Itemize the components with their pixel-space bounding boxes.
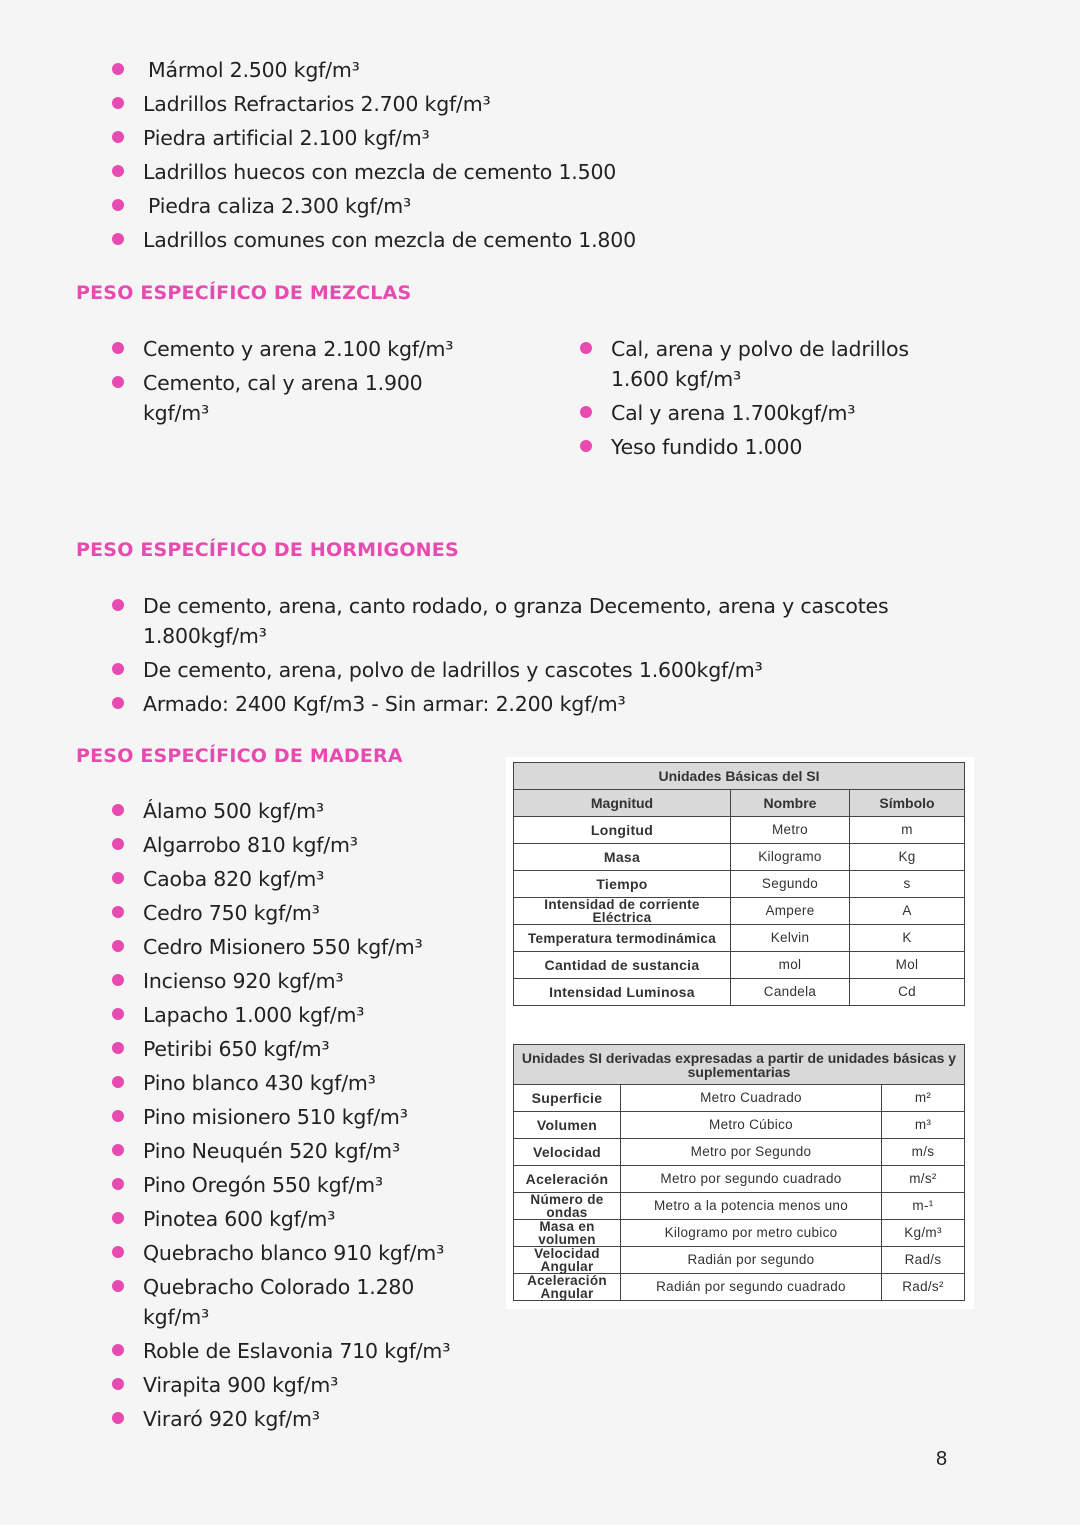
table-row [514, 1085, 965, 1112]
table-cell: Intensidad de corriente Eléctrica [514, 898, 731, 925]
table-cell: Rad/s [882, 1247, 965, 1274]
list-item: Incienso 920 kgf/m³ [112, 966, 472, 996]
list-item: De cemento, arena, canto rodado, o granza Decemento, arena y cascotes 1.800kgf/m³ [112, 591, 932, 651]
list-item: Pino misionero 510 kgf/m³ [112, 1102, 472, 1132]
list-item: Ladrillos huecos con mezcla de cemento 1.500 [112, 157, 752, 187]
table-title: Unidades SI derivadas expresadas a partir de unidades básicas y suplementarias [514, 1045, 965, 1085]
list-item: Piedra artificial 2.100 kgf/m³ [112, 123, 752, 153]
table-cell: Velocidad Angular [514, 1247, 621, 1274]
table-cell: Superficie [514, 1085, 621, 1112]
list-item: Yeso fundido 1.000 [580, 432, 940, 462]
table-cell: Masa en volumen [514, 1220, 621, 1247]
table-cell: Número de ondas [514, 1193, 621, 1220]
list-item: Mármol 2.500 kgf/m³ [112, 55, 752, 85]
table-cell: Kilogramo [731, 844, 850, 871]
table-cell: Volumen [514, 1112, 621, 1139]
table-row [514, 1247, 965, 1274]
section-heading-hormigones: PESO ESPECÍFICO DE HORMIGONES [76, 539, 459, 561]
table-row [514, 1139, 965, 1166]
list-item: De cemento, arena, polvo de ladrillos y cascotes 1.600kgf/m³ [112, 655, 932, 685]
mezclas-right-list [580, 334, 940, 466]
table-row [514, 979, 965, 1006]
table-cell: Velocidad [514, 1139, 621, 1166]
table-cell: Segundo [731, 871, 850, 898]
table-cell: m [850, 817, 965, 844]
table-cell: Rad/s² [882, 1274, 965, 1301]
table-cell: Metro [731, 817, 850, 844]
table-cell: Masa [514, 844, 731, 871]
list-item: Quebracho Colorado 1.280 kgf/m³ [112, 1272, 443, 1332]
table-cell: A [850, 898, 965, 925]
column-header: Símbolo [850, 790, 965, 817]
table-cell: s [850, 871, 965, 898]
list-item: Piedra caliza 2.300 kgf/m³ [112, 191, 752, 221]
table-cell: Mol [850, 952, 965, 979]
column-header: Nombre [731, 790, 850, 817]
table-row [514, 925, 965, 952]
list-item: Caoba 820 kgf/m³ [112, 864, 472, 894]
list-item: Pinotea 600 kgf/m³ [112, 1204, 472, 1234]
table-cell: Kg/m³ [882, 1220, 965, 1247]
list-item: Álamo 500 kgf/m³ [112, 796, 472, 826]
list-item: Algarrobo 810 kgf/m³ [112, 830, 472, 860]
table-title: Unidades Básicas del SI [514, 763, 965, 790]
list-item: Armado: 2400 Kgf/m3 - Sin armar: 2.200 kgf/m³ [112, 689, 932, 719]
list-item: Viraró 920 kgf/m³ [112, 1404, 472, 1434]
table-row [514, 1193, 965, 1220]
madera-list [112, 796, 472, 1438]
table-cell: Kg [850, 844, 965, 871]
list-item: Petiribi 650 kgf/m³ [112, 1034, 472, 1064]
table-row [514, 871, 965, 898]
table-cell: Temperatura termodinámica [514, 925, 731, 952]
table-cell: Metro Cúbico [621, 1112, 882, 1139]
table-cell: Radián por segundo [621, 1247, 882, 1274]
si-basic-units-table [513, 762, 965, 1006]
section-heading-madera: PESO ESPECÍFICO DE MADERA [76, 745, 403, 767]
column-header: Magnitud [514, 790, 731, 817]
table-row [514, 1220, 965, 1247]
table-cell: m-¹ [882, 1193, 965, 1220]
table-cell: Kelvin [731, 925, 850, 952]
table-cell: Metro por Segundo [621, 1139, 882, 1166]
list-item: Quebracho blanco 910 kgf/m³ [112, 1238, 472, 1268]
table-cell: m/s [882, 1139, 965, 1166]
table-cell: m³ [882, 1112, 965, 1139]
table-row [514, 844, 965, 871]
table-cell: Candela [731, 979, 850, 1006]
table-cell: Ampere [731, 898, 850, 925]
table-cell: Kilogramo por metro cubico [621, 1220, 882, 1247]
table-cell: m² [882, 1085, 965, 1112]
page-number: 8 [936, 1448, 948, 1470]
list-item: Virapita 900 kgf/m³ [112, 1370, 472, 1400]
si-derived-units-table [513, 1044, 965, 1301]
table-row [514, 1112, 965, 1139]
section-heading-mezclas: PESO ESPECÍFICO DE MEZCLAS [76, 282, 412, 304]
list-item: Cedro Misionero 550 kgf/m³ [112, 932, 472, 962]
table-row [514, 952, 965, 979]
table-cell: Cd [850, 979, 965, 1006]
list-item: Cedro 750 kgf/m³ [112, 898, 472, 928]
table-cell: Cantidad de sustancia [514, 952, 731, 979]
hormigones-list [112, 591, 932, 723]
list-item: Ladrillos Refractarios 2.700 kgf/m³ [112, 89, 752, 119]
table-row [514, 1274, 965, 1301]
list-item: Pino blanco 430 kgf/m³ [112, 1068, 472, 1098]
list-item: Cal y arena 1.700kgf/m³ [580, 398, 940, 428]
table-cell: Longitud [514, 817, 731, 844]
table-cell: Intensidad Luminosa [514, 979, 731, 1006]
mezclas-left-list [112, 334, 472, 432]
list-item: Cemento y arena 2.100 kgf/m³ [112, 334, 472, 364]
table-row [514, 898, 965, 925]
table-row [514, 817, 965, 844]
list-item: Cal, arena y polvo de ladrillos 1.600 kgf/m³ [580, 334, 931, 394]
table-cell: Radián por segundo cuadrado [621, 1274, 882, 1301]
list-item: Pino Neuquén 520 kgf/m³ [112, 1136, 472, 1166]
list-item: Lapacho 1.000 kgf/m³ [112, 1000, 472, 1030]
table-cell: K [850, 925, 965, 952]
table-cell: mol [731, 952, 850, 979]
si-tables-panel [506, 757, 974, 1309]
list-item: Cemento, cal y arena 1.900 kgf/m³ [112, 368, 433, 428]
table-cell: Tiempo [514, 871, 731, 898]
list-item: Ladrillos comunes con mezcla de cemento 1.800 [112, 225, 752, 255]
table-cell: m/s² [882, 1166, 965, 1193]
list-item: Roble de Eslavonia 710 kgf/m³ [112, 1336, 472, 1366]
list-item: Pino Oregón 550 kgf/m³ [112, 1170, 472, 1200]
table-cell: Metro Cuadrado [621, 1085, 882, 1112]
table-cell: Aceleración [514, 1166, 621, 1193]
table-cell: Metro a la potencia menos uno [621, 1193, 882, 1220]
table-cell: Aceleración Angular [514, 1274, 621, 1301]
table-row [514, 1166, 965, 1193]
top-material-list [112, 55, 752, 259]
table-cell: Metro por segundo cuadrado [621, 1166, 882, 1193]
